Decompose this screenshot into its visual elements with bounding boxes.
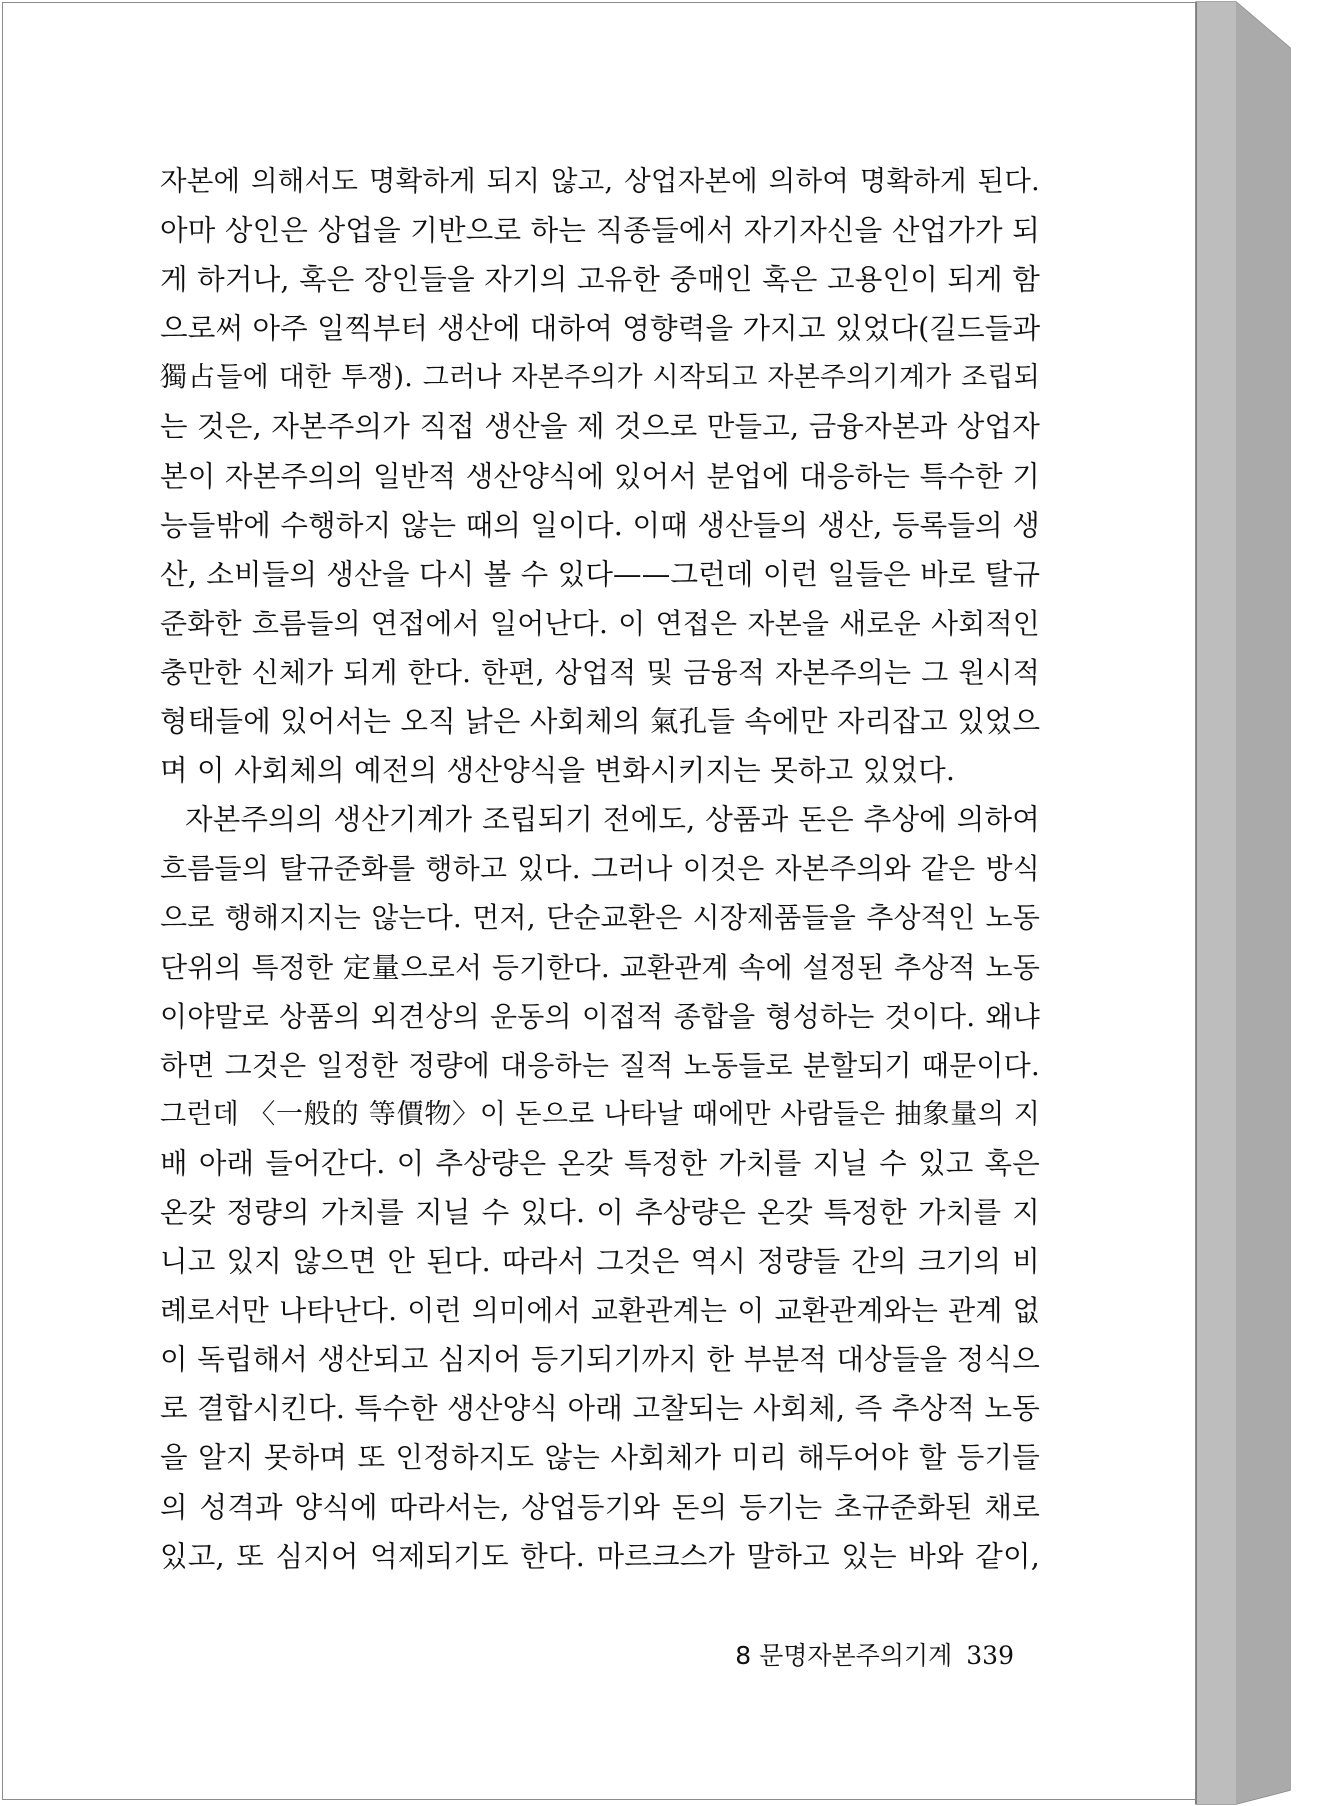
text-line: 충만한 신체가 되게 한다. 한편, 상업적 및 금융적 자본주의는 그 원시적 (160, 655, 1040, 689)
text-line: 이 독립해서 생산되고 심지어 등기되기까지 한 부분적 대상들을 정식으 (160, 1343, 1040, 1377)
body-text (160, 157, 1040, 1581)
text-line: 온갖 정량의 가치를 지닐 수 있다. 이 추상량은 온갖 특정한 가치를 지 (160, 1195, 1040, 1229)
text-line: 이야말로 상품의 외견상의 운동의 이접적 종합을 형성하는 것이다. 왜냐 (160, 999, 1040, 1033)
text-line: 며 이 사회체의 예전의 생산양식을 변화시키지는 못하고 있었다. (160, 754, 956, 788)
text-line: 례로서만 나타난다. 이런 의미에서 교환관계는 이 교환관계와는 관계 없 (160, 1294, 1040, 1328)
text-line: 을 알지 못하며 또 인정하지도 않는 사회체가 미리 해두어야 할 등기들 (160, 1441, 1040, 1475)
chapter-title: 8 문명자본주의기계 (735, 1641, 953, 1670)
text-line: 로 결합시킨다. 특수한 생산양식 아래 고찰되는 사회체, 즉 추상적 노동 (160, 1392, 1040, 1426)
text-line: 있고, 또 심지어 억제되기도 한다. 마르크스가 말하고 있는 바와 같이, (160, 1539, 1040, 1573)
text-line: 준화한 흐름들의 연접에서 일어난다. 이 연접은 자본을 새로운 사회적인 (160, 606, 1040, 640)
text-line: 는 것은, 자본주의가 직접 생산을 제 것으로 만들고, 금융자본과 상업자 (160, 410, 1040, 444)
text-line: 아마 상인은 상업을 기반으로 하는 직종들에서 자기자신을 산업가가 되 (160, 214, 1040, 248)
text-line: 자본에 의해서도 명확하게 되지 않고, 상업자본에 의하여 명확하게 된다. (160, 165, 1040, 197)
text-line: 배 아래 들어간다. 이 추상량은 온갖 특정한 가치를 지닐 수 있고 혹은 (160, 1146, 1040, 1180)
text-line: 으로 행해지지는 않는다. 먼저, 단순교환은 시장제품들을 추상적인 노동 (160, 901, 1040, 935)
text-line: 단위의 특정한 定量으로서 등기한다. 교환관계 속에 설정된 추상적 노동 (160, 950, 1040, 984)
page-number: 339 (966, 1641, 1014, 1670)
text-line: 능들밖에 수행하지 않는 때의 일이다. 이때 생산들의 생산, 등록들의 생 (160, 508, 1040, 542)
text-line: 의 성격과 양식에 따라서는, 상업등기와 돈의 등기는 초규준화된 채로 (160, 1490, 1040, 1524)
text-line: 본이 자본주의의 일반적 생산양식에 있어서 분업에 대응하는 특수한 기 (160, 459, 1040, 493)
text-line: 으로써 아주 일찍부터 생산에 대하여 영향력을 가지고 있었다(길드들과 (160, 312, 1041, 346)
running-footer (735, 1636, 1014, 1672)
text-line: 하면 그것은 일정한 정량에 대응하는 질적 노동들로 분할되기 때문이다. (160, 1048, 1040, 1082)
text-line: 자본주의의 생산기계가 조립되기 전에도, 상품과 돈은 추상에 의하여 (185, 803, 1040, 837)
text-line: 형태들에 있어서는 오직 낡은 사회체의 氣孔들 속에만 자리잡고 있었으 (160, 705, 1041, 739)
text-line: 獨占들에 대한 투쟁). 그러나 자본주의가 시작되고 자본주의기계가 조립되 (160, 362, 1040, 394)
text-line: 니고 있지 않으면 안 된다. 따라서 그것은 역시 정량들 간의 크기의 비 (160, 1245, 1040, 1279)
text-line: 그런데 〈一般的 等價物〉이 돈으로 나타날 때에만 사람들은 抽象量의 지 (160, 1098, 1040, 1130)
text-line: 흐름들의 탈규준화를 행하고 있다. 그러나 이것은 자본주의와 같은 방식 (160, 852, 1040, 886)
text-line: 산, 소비들의 생산을 다시 볼 수 있다——그런데 이런 일들은 바로 탈규 (160, 557, 1041, 591)
text-line: 게 하거나, 혹은 장인들을 자기의 고유한 중매인 혹은 고용인이 되게 함 (160, 263, 1040, 297)
